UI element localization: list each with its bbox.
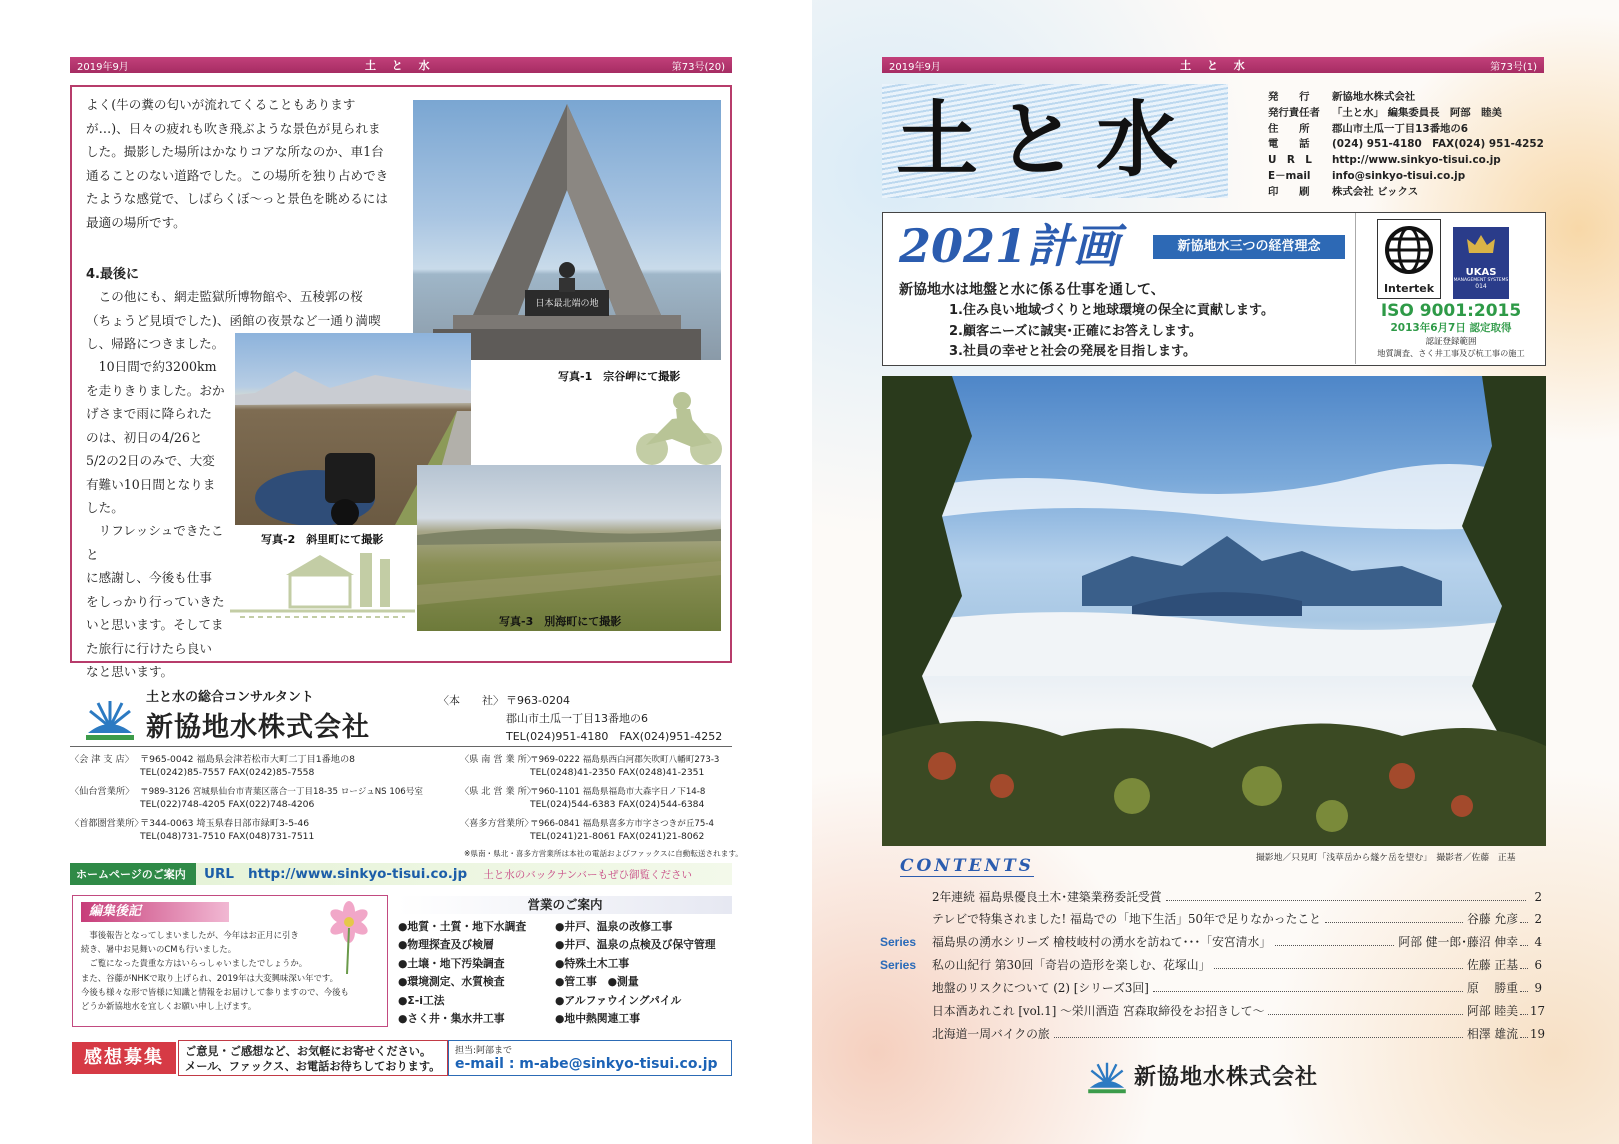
company-tagline: 土と水の総合コンサルタント bbox=[146, 690, 314, 705]
caption-photo-2: 写真-2 斜里町にて撮影 bbox=[261, 533, 384, 546]
ukas-badge bbox=[1453, 227, 1509, 299]
section-heading: 4.最後に bbox=[86, 267, 139, 282]
feedback-text: ご意見・ご感想など、お気軽にお寄せください。 メール、ファックス、お電話お待ちしております。 bbox=[178, 1040, 448, 1076]
branch-label: 〈仙台営業所〉 bbox=[70, 786, 135, 797]
branch-line: 〒969-0222 福島県西白河郡矢吹町八幡町273-3 bbox=[530, 755, 720, 765]
contents-title: CONTENTS bbox=[900, 856, 1034, 876]
branch-line: TEL(024)544-6383 FAX(024)544-6384 bbox=[530, 799, 705, 810]
ukas-number: 014 bbox=[1475, 283, 1487, 290]
contents-item[interactable]: テレビで特集されました! 福島での「地下生活」50年で足りなかったこと 谷藤 允彦 2 bbox=[932, 911, 1542, 926]
left-header-title: 土 と 水 bbox=[364, 59, 436, 72]
iso-scope-label: 認証登録範囲 bbox=[1425, 337, 1477, 347]
right-header-issue: 第73号(1) bbox=[1490, 61, 1537, 73]
iso-standard: ISO 9001:2015 bbox=[1380, 301, 1522, 321]
hq-tel: TEL(024)951-4180 FAX(024)951-4252 bbox=[506, 730, 723, 743]
right-header-bar bbox=[882, 57, 1544, 73]
homepage-note: 土と水のバックナンバーもぜひ御覧ください bbox=[483, 868, 692, 881]
contents-item[interactable]: 日本酒あれこれ [vol.1] 〜栄川酒造 宮森取締役をお招きして〜 阿部 睦美 17 bbox=[932, 1003, 1546, 1018]
branch-line: TEL(0241)21-8061 FAX(0241)21-8062 bbox=[530, 831, 705, 842]
cover-photo-sea-of-clouds bbox=[882, 376, 1546, 846]
branch-line: 〒965-0042 福島県会津若松市大町二丁目1番地の8 bbox=[140, 754, 356, 765]
company-name: 新協地水株式会社 bbox=[146, 712, 370, 743]
hq-address: 郡山市土瓜一丁目13番地の6 bbox=[506, 712, 648, 725]
intertek-badge bbox=[1377, 219, 1441, 299]
globe-icon bbox=[1378, 220, 1440, 278]
plan-intro: 新協地水は地盤と水に係る仕事を通して、 bbox=[899, 282, 1165, 298]
homepage-label: ホームページのご案内 bbox=[70, 863, 196, 885]
branch-label: 〈県 南 営 業 所〉 bbox=[460, 754, 536, 765]
editor-note-box bbox=[72, 895, 388, 1027]
motorcycle-illustration-icon bbox=[632, 387, 724, 469]
services-list-right: ●井戸、温泉の改修工事 ●井戸、温泉の点検及び保守管理 ●特殊土木工事 ●管工事 ●測量 ●アルファウイングパイル ●地中熱関連工事 bbox=[555, 920, 716, 1026]
services-title: 営業のご案内 bbox=[398, 896, 732, 914]
branch-label: 〈喜多方営業所〉 bbox=[460, 818, 534, 829]
branch-label: 〈県 北 営 業 所〉 bbox=[460, 786, 536, 797]
plan-box bbox=[882, 212, 1546, 366]
feedback-contact bbox=[448, 1040, 732, 1076]
left-header-date: 2019年9月 bbox=[77, 61, 129, 73]
services-box bbox=[398, 896, 732, 1028]
masthead-panel bbox=[882, 84, 1228, 198]
plan-divider bbox=[1355, 213, 1356, 364]
branch-line: TEL(0242)85-7557 FAX(0242)85-7558 bbox=[140, 767, 315, 778]
hq-zip: 〒963-0204 bbox=[506, 694, 570, 707]
branch-line: 〒989-3126 宮城県仙台市青葉区落合一丁目18-35 ロージュNS 106号室 bbox=[140, 787, 423, 797]
contact-email[interactable]: e-mail : m-abe@sinkyo-tisui.co.jp bbox=[455, 1056, 718, 1072]
contents-item[interactable]: 地盤のリスクについて (2) [シリーズ3回] 原 勝重 9 bbox=[932, 980, 1542, 995]
masthead-title: 土と水 bbox=[896, 92, 1197, 188]
plan-title: 2021計画 bbox=[899, 219, 1120, 273]
company-divider bbox=[70, 746, 732, 747]
article-paragraph-2: この他にも、網走監獄所博物館や、五稜郭の桜 （ちょうど見頃でした)、函館の夜景など一通り満喫 し、帰路につきました。 bbox=[86, 289, 381, 351]
footer-company-logo-icon bbox=[1084, 1058, 1130, 1094]
cover-scene-graphic bbox=[882, 376, 1546, 846]
iso-date: 2013年6月7日 認定取得 bbox=[1390, 322, 1512, 334]
url-label: URL bbox=[204, 866, 234, 882]
contents-item[interactable]: Series 福島県の湧水シリーズ 檜枝岐村の湧水を訪ねて･･･「安宮清水」 阿部 健一郎･藤沼 伸幸 4 bbox=[880, 934, 1542, 949]
iso-block bbox=[1359, 217, 1543, 363]
monument-plaque-text: 日本最北端の地 bbox=[535, 299, 599, 309]
intertek-label: Intertek bbox=[1383, 282, 1435, 295]
plain-graphic bbox=[417, 465, 721, 631]
left-header-issue: 第73号(20) bbox=[671, 61, 725, 73]
editor-note-body: 事後報告となってしまいましたが、今年はお正月に引き 続き、暑中お見舞いのCMも行いました。 ご覧になった貴重な方はいらっしゃいましたでしょうか。 また、谷藤がNHKで取り上げられ、2019年は大変興味深い年です。 今後も様々な形で皆様に知識と情報をお届けして参りますので、今後も どうか新協地水を宜しくお願い申し上げます。 bbox=[81, 930, 349, 1012]
travel-article bbox=[70, 85, 732, 679]
contents-item[interactable]: 2年連続 福島県優良土木･建築業務委託受賞 2 bbox=[932, 889, 1542, 904]
right-header-title: 土 と 水 bbox=[1180, 59, 1251, 72]
publisher-email-link[interactable]: info@sinkyo-tisui.co.jp bbox=[1332, 169, 1466, 182]
photo-cape-soya bbox=[413, 100, 721, 360]
branch-line: TEL(022)748-4205 FAX(022)748-4206 bbox=[140, 799, 315, 810]
plan-items: 1.住み良い地域づくりと地球環境の保全に貢献します。 2.顧客ニーズに誠実･正確にお答えします。 3.社員の幸せと社会の発展を目指します。 bbox=[949, 303, 1274, 359]
right-header-date: 2019年9月 bbox=[889, 61, 941, 73]
homepage-url-bar bbox=[196, 863, 732, 885]
ukas-label: UKAS bbox=[1465, 267, 1497, 278]
branch-line: 〒960-1101 福島県福島市大森字日ノ下14-8 bbox=[530, 787, 706, 797]
publisher-info: 発 行 新協地水株式会社 発行責任者 「土と水」 編集委員長 阿部 睦美 住 所 郡山市土瓜一丁目13番地の6 電 話 (024) 951-4180 FAX(024) 951-4252 U R L http://www.sinkyo-tisui.co.jp E－mail info@sinkyo-tisui.co.jp 印 刷 株式会社 ビックス bbox=[1268, 91, 1544, 198]
company-logo-icon bbox=[84, 695, 136, 741]
hq-label: 〈本 社〉 bbox=[438, 694, 504, 707]
homepage-url-link[interactable]: http://www.sinkyo-tisui.co.jp bbox=[247, 866, 468, 882]
branch-line: TEL(048)731-7510 FAX(048)731-7511 bbox=[140, 831, 315, 842]
publisher-url-link[interactable]: http://www.sinkyo-tisui.co.jp bbox=[1332, 154, 1501, 167]
article-paragraph-4: リフレッシュできたこと に感謝し、今後も仕事 をしっかり行っていきた いと思います。そしてま た旅行に行けたら良い なと思います。 bbox=[86, 523, 225, 679]
article-paragraph-3: 10日間で約3200km を走りきりました。おか げさまで雨に降られた のは、初日の4/26と 5/2の2日のみで、大変 有難い10日間となりま した。 bbox=[86, 359, 225, 515]
crown-icon bbox=[1453, 227, 1509, 263]
footer-company-name: 新協地水株式会社 bbox=[1134, 1065, 1319, 1090]
branch-label: 〈首都圏営業所〉 bbox=[70, 818, 144, 829]
branch-label: 〈会 津 支 店〉 bbox=[70, 754, 134, 765]
feedback-title: 感想募集 bbox=[72, 1042, 176, 1074]
monument-graphic bbox=[413, 100, 721, 360]
cover-caption: 撮影地／只見町「浅草岳から燧ケ岳を望む」 撮影者／佐藤 正基 bbox=[1256, 853, 1516, 863]
branch-line: 〒344-0063 埼玉県春日部市緑町3-5-46 bbox=[140, 818, 310, 829]
services-list-left: ●地質・土質・地下水調査 ●物理探査及び検層 ●土壌・地下汚染調査 ●環境測定、水質検査 ●Σ-i工法 ●さく井・集水井工事 bbox=[398, 920, 527, 1026]
caption-photo-3: 写真-3 別海町にて撮影 bbox=[499, 615, 622, 628]
contents-item[interactable]: 北海道一周バイクの旅 相澤 雄流 19 bbox=[932, 1026, 1546, 1041]
branch-line: 〒966-0841 福島県喜多方市字さつきが丘75-4 bbox=[530, 819, 714, 829]
contact-label: 担当:阿部まで bbox=[455, 1046, 513, 1056]
branch-note: ※県南・県北・喜多方営業所は本社の電話およびファックスに自動転送されます。 bbox=[464, 849, 743, 858]
plan-badge: 新協地水三つの経営理念 bbox=[1153, 235, 1345, 259]
left-header-bar bbox=[70, 57, 732, 73]
farm-illustration-icon bbox=[230, 545, 415, 625]
editor-note-title: 編集後記 bbox=[81, 902, 229, 922]
cosmos-flower-icon bbox=[317, 898, 381, 974]
caption-photo-1: 写真-1 宗谷岬にて撮影 bbox=[558, 370, 681, 383]
article-paragraph-1: よく(牛の糞の匂いが流れてくることもあります が…)、日々の疲れも吹き飛ぶような景色が見られま した。撮影した場所はかなりコアな所なのか、車1台 通ることのない道路でした。この場所を独り占めでき たような感覚で、しばらくぼ〜っと景色を眺めるには 最適の場所です。 bbox=[86, 97, 389, 230]
iso-scope: 地質調査、さく井工事及び杭工事の施工 bbox=[1377, 348, 1525, 358]
photo-betsukai-plain bbox=[417, 465, 721, 631]
ukas-sub: MANAGEMENT SYSTEMS bbox=[1453, 278, 1509, 283]
contents-item[interactable]: Series 私の山紀行 第30回「奇岩の造形を楽しむ、花塚山」 佐藤 正基 6 bbox=[880, 957, 1542, 972]
branch-line: TEL(0248)41-2350 FAX(0248)41-2351 bbox=[530, 767, 705, 778]
